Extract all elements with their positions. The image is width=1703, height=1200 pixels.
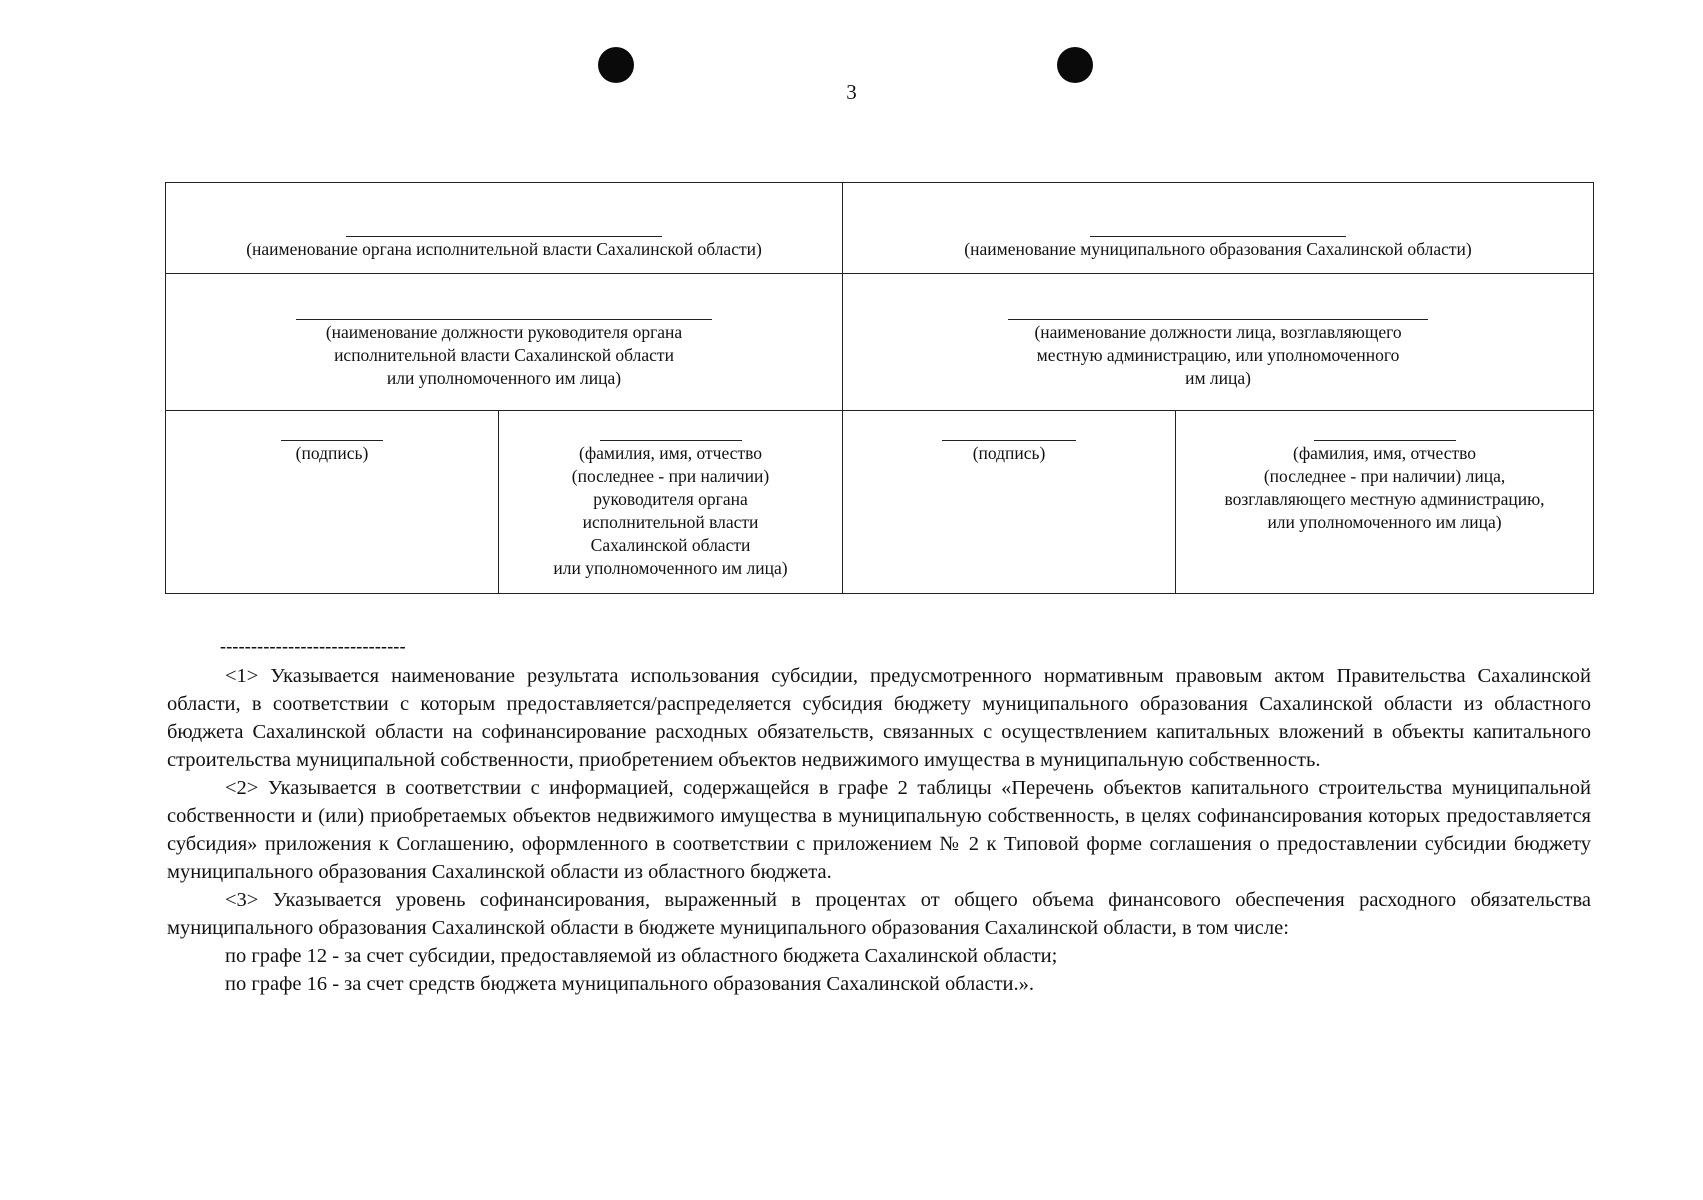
footnote-1: <1> Указывается наименование результата использования субсидии, предусмотренного нормативным правовым актом Правительства Сахалинской области, в соответствии с которым предоставляется/распределяется субсидия бюджету муниципального образования Сахалинской области из областного бюджета Сахалинской области на софинансирование расходных обязательств, связанных с осуществлением капитальных вложений в объекты капитального строительства муниципальной собственности, приобретением объектов недвижимого имущества в муниципальную собственность. (167, 665, 1591, 771)
signature-line (942, 440, 1076, 441)
municipal-head-position-cell (843, 274, 1594, 411)
signature-table-row (166, 274, 1594, 411)
executive-signature-cell (166, 411, 499, 594)
footnote-3: <3> Указывается уровень софинансирования, выраженный в процентах от общего объема финансового обеспечения расходного обязательства муниципального образования Сахалинской области в бюджете муниципального образования Сахалинской области, в том числе: (167, 889, 1591, 939)
municipal-full-name-caption: (фамилия, имя, отчество (последнее - при наличии) лица, возглавляющего местную администрацию, или уполномоченного им лица) (1224, 443, 1545, 532)
punch-hole-right (1057, 47, 1093, 83)
executive-body-name-caption: (наименование органа исполнительной власти Сахалинской области) (246, 239, 762, 259)
signature-table-row (166, 411, 1594, 594)
footnotes (167, 662, 1591, 998)
signature-line (1008, 319, 1428, 320)
municipal-signature-caption: (подпись) (972, 443, 1046, 463)
footnote-3-item-2: по графе 16 - за счет средств бюджета муниципального образования Сахалинской области.». (225, 973, 1034, 995)
municipal-head-position-caption: (наименование должности лица, возглавляющего местную администрацию, или уполномоченного им лица) (1034, 322, 1402, 388)
executive-head-position-caption: (наименование должности руководителя органа исполнительной власти Сахалинской области или уполномоченного им лица) (325, 322, 683, 388)
signature-line (346, 236, 662, 237)
municipality-name-cell (843, 183, 1594, 274)
footnote-2: <2> Указывается в соответствии с информацией, содержащейся в графе 2 таблицы «Перечень объектов капитального строительства муниципальной собственности и (или) приобретаемых объектов недвижимого имущества в муниципальную собственность, в целях софинансирования которых предоставляется субсидия» приложения к Соглашению, оформленного в соответствии с приложением № 2 к Типовой форме соглашения о предоставлении субсидии бюджету муниципального образования Сахалинской области из областного бюджета. (167, 777, 1591, 883)
signature-line (1314, 440, 1456, 441)
executive-signature-caption: (подпись) (295, 443, 369, 463)
signature-table-row (166, 183, 1594, 274)
signature-table (165, 182, 1594, 594)
signature-line (1090, 236, 1346, 237)
punch-hole-left (598, 47, 634, 83)
signature-line (296, 319, 712, 320)
executive-full-name-caption: (фамилия, имя, отчество (последнее - при наличии) руководителя органа исполнительной власти Сахалинской области или уполномоченного им лица) (553, 443, 788, 578)
municipal-full-name-cell (1176, 411, 1594, 594)
executive-body-name-cell (166, 183, 843, 274)
footnote-3-item-1: по графе 12 - за счет субсидии, предоставляемой из областного бюджета Сахалинской области; (225, 945, 1058, 967)
executive-full-name-cell (499, 411, 843, 594)
municipal-signature-cell (843, 411, 1176, 594)
municipality-name-caption: (наименование муниципального образования Сахалинской области) (964, 239, 1472, 259)
footnotes-divider: ------------------------------ (220, 636, 406, 656)
signature-line (281, 440, 383, 441)
executive-head-position-cell (166, 274, 843, 411)
page-number: 3 (846, 80, 857, 104)
signature-line (600, 440, 742, 441)
